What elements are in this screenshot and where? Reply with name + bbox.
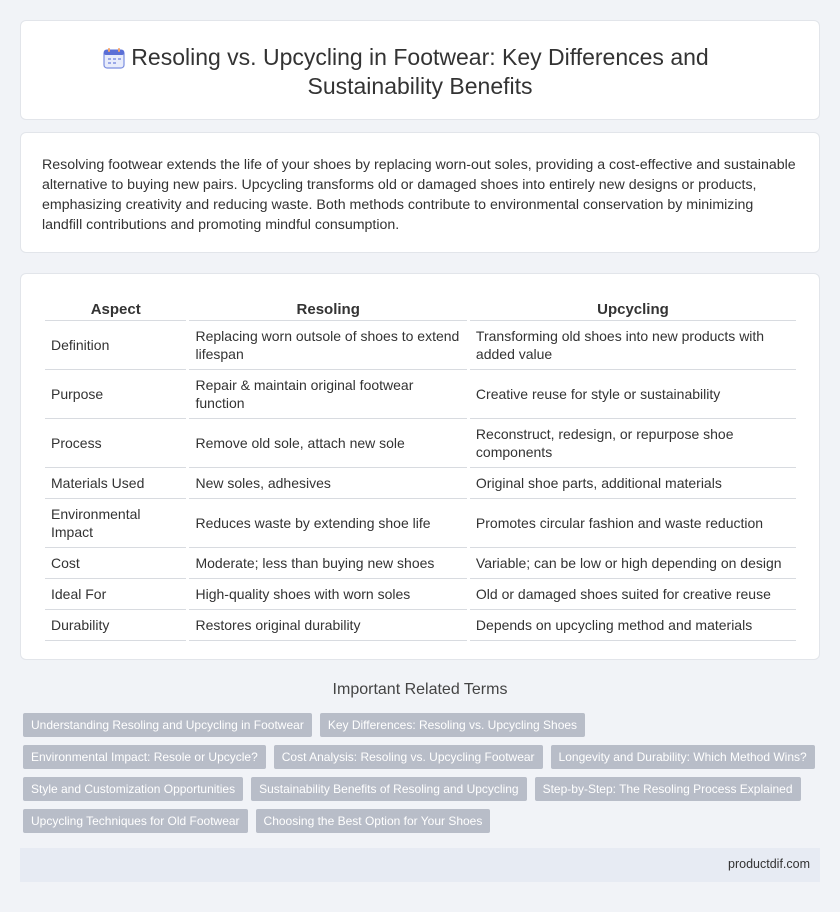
resoling-cell: High-quality shoes with worn soles — [189, 579, 466, 610]
upcycling-cell: Creative reuse for style or sustainability — [470, 370, 796, 419]
aspect-cell: Process — [45, 419, 186, 468]
upcycling-cell: Promotes circular fashion and waste reduction — [470, 499, 796, 548]
related-term-tag[interactable]: Step-by-Step: The Resoling Process Explained — [535, 777, 801, 801]
related-term-tag[interactable]: Key Differences: Resoling vs. Upcycling Shoes — [320, 713, 585, 737]
resoling-cell: Moderate; less than buying new shoes — [189, 548, 466, 579]
table-row — [45, 419, 796, 468]
related-term-tag[interactable]: Upcycling Techniques for Old Footwear — [23, 809, 248, 833]
footer-site-link[interactable]: productdif.com — [728, 857, 810, 871]
related-term-tag[interactable]: Longevity and Durability: Which Method Wins? — [551, 745, 815, 769]
page-title: Resoling vs. Upcycling in Footwear: Key Differences and Sustainability Benefits — [131, 44, 709, 99]
header-resoling: Resoling — [189, 294, 466, 321]
tag-row — [23, 745, 823, 769]
resoling-cell: New soles, adhesives — [189, 468, 466, 499]
table-row — [45, 468, 796, 499]
upcycling-cell: Original shoe parts, additional materials — [470, 468, 796, 499]
comparison-card — [20, 273, 820, 660]
footer-bar — [20, 848, 820, 882]
upcycling-cell: Depends on upcycling method and materials — [470, 610, 796, 641]
aspect-cell: Environmental Impact — [45, 499, 186, 548]
related-terms-heading: Important Related Terms — [332, 681, 508, 698]
tag-row — [23, 809, 823, 833]
aspect-cell: Purpose — [45, 370, 186, 419]
table-row — [45, 499, 796, 548]
related-term-tag[interactable]: Style and Customization Opportunities — [23, 777, 243, 801]
table-row — [45, 610, 796, 641]
aspect-cell: Cost — [45, 548, 186, 579]
resoling-cell: Reduces waste by extending shoe life — [189, 499, 466, 548]
aspect-cell: Materials Used — [45, 468, 186, 499]
intro-card — [20, 132, 820, 253]
header-upcycling: Upcycling — [470, 294, 796, 321]
upcycling-cell: Variable; can be low or high depending on design — [470, 548, 796, 579]
upcycling-cell: Transforming old shoes into new products with added value — [470, 321, 796, 370]
table-row — [45, 548, 796, 579]
table-row — [45, 370, 796, 419]
aspect-cell: Ideal For — [45, 579, 186, 610]
aspect-cell: Durability — [45, 610, 186, 641]
related-term-tag[interactable]: Choosing the Best Option for Your Shoes — [256, 809, 491, 833]
resoling-cell: Remove old sole, attach new sole — [189, 419, 466, 468]
resoling-cell: Repair & maintain original footwear function — [189, 370, 466, 419]
table-row — [45, 579, 796, 610]
related-term-tag[interactable]: Understanding Resoling and Upcycling in Footwear — [23, 713, 312, 737]
comparison-table — [42, 294, 799, 641]
table-row — [45, 321, 796, 370]
related-terms-list — [23, 713, 823, 841]
header-aspect: Aspect — [45, 294, 186, 321]
resoling-cell: Restores original durability — [189, 610, 466, 641]
tag-row — [23, 713, 823, 737]
aspect-cell: Definition — [45, 321, 186, 370]
table-header-row — [45, 294, 796, 321]
upcycling-cell: Old or damaged shoes suited for creative reuse — [470, 579, 796, 610]
title-card — [20, 20, 820, 120]
related-term-tag[interactable]: Sustainability Benefits of Resoling and Upcycling — [251, 777, 526, 801]
related-term-tag[interactable]: Environmental Impact: Resole or Upcycle? — [23, 745, 266, 769]
intro-paragraph: Resolving footwear extends the life of your shoes by replacing worn-out soles, providing a cost-effective and sustainable alternative to buying new pairs. Upcycling transforms old or damaged shoes into entirely new designs or products, emphasizing creativity and reducing waste. Both methods contribute to environmental conservation by minimizing landfill contributions and promoting mindful consumption. — [42, 157, 796, 233]
upcycling-cell: Reconstruct, redesign, or repurpose shoe components — [470, 419, 796, 468]
resoling-cell: Replacing worn outsole of shoes to extend lifespan — [189, 321, 466, 370]
tag-row — [23, 777, 823, 801]
related-term-tag[interactable]: Cost Analysis: Resoling vs. Upcycling Footwear — [274, 745, 543, 769]
